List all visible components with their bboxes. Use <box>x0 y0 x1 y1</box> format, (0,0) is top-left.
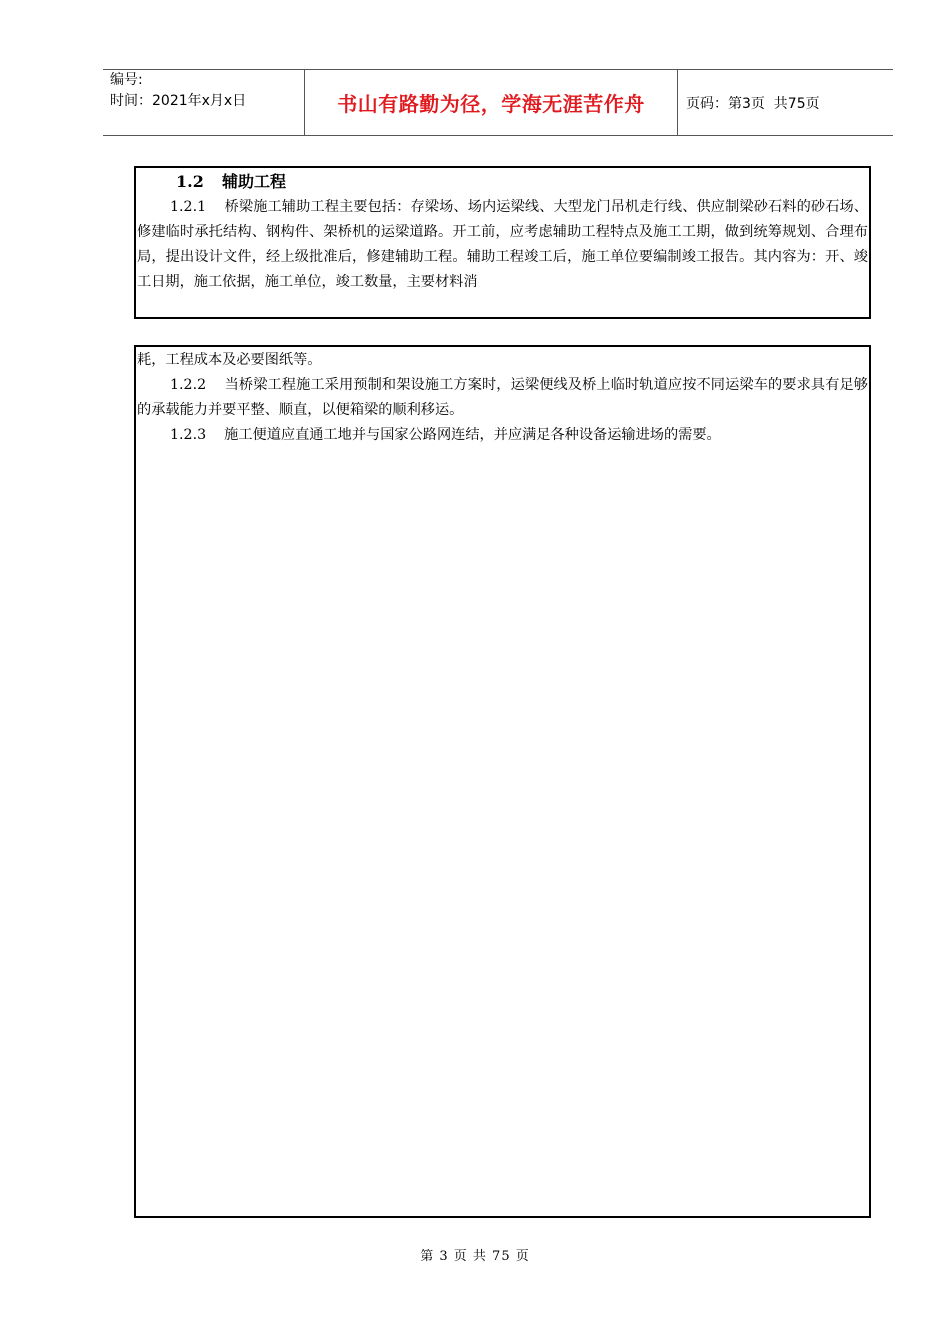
paragraph-continuation: 耗，工程成本及必要图纸等。 <box>137 352 322 368</box>
header-meta <box>110 70 246 112</box>
page-footer: 第 3 页 共 75 页 <box>420 1249 530 1264</box>
header-page-info: 页码：第3页 共75页 <box>686 95 820 112</box>
section-number: 1.2 <box>176 172 204 191</box>
paragraph-1-2-2: 1.2.2 当桥梁工程施工采用预制和架设施工方案时，运梁便线及桥上临时轨道应按不同运梁车的要求具有足够的承载能力并要平整、顺直，以便箱梁的顺利移运。 <box>137 377 868 418</box>
header-slogan: 书山有路勤为径，学海无涯苦作舟 <box>337 92 645 116</box>
content-box-1 <box>134 166 871 319</box>
section-title: 辅助工程 <box>222 172 287 191</box>
header-divider-right <box>677 69 678 136</box>
paragraph-1-2-3: 1.2.3 施工便道应直通工地并与国家公路网连结，并应满足各种设备运输进场的需要。 <box>170 427 721 443</box>
serial-label: 编号: <box>110 72 143 88</box>
paragraph-1-2-1: 1.2.1 桥梁施工辅助工程主要包括：存梁场、场内运梁线、大型龙门吊机走行线、供应制梁砂石料的砂石场、修建临时承托结构、钢构件、架桥机的运梁道路。开工前，应考虑辅助工程特点及施工工期，做到统筹规划、合理布局，提出设计文件，经上级批准后，修建辅助工程。辅助工程竣工后，施工单位要编制竣工报告。其内容为：开、竣工日期，施工依据，施工单位，竣工数量，主要材料消 <box>137 199 868 290</box>
content-box-2 <box>134 345 871 1218</box>
section-heading <box>137 169 868 195</box>
time-label: 时间：2021年x月x日 <box>110 93 247 109</box>
